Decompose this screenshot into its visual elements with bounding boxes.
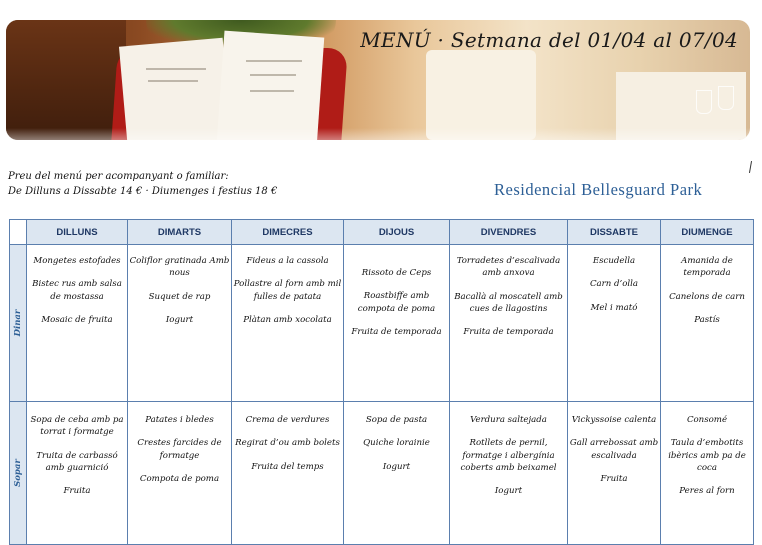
menu-cell — [27, 402, 128, 545]
dish: Escudella — [592, 256, 636, 266]
dish: Pastís — [694, 314, 720, 325]
weekly-menu-table — [9, 219, 754, 545]
menu-cell — [661, 402, 754, 545]
meal-label: Sopar — [13, 459, 23, 487]
header-banner-photo — [6, 20, 750, 140]
banner-card-line — [250, 74, 296, 76]
menu-cell — [661, 245, 754, 402]
banner-menu-card-left — [119, 38, 233, 140]
menu-cell — [450, 402, 568, 545]
banner-card-line — [146, 68, 206, 70]
day-header: DIMARTS — [128, 220, 232, 245]
dish: Fruita — [600, 473, 628, 484]
price-line-1: Preu del menú per acompanyant o familiar: — [8, 171, 229, 182]
day-header: DIUMENGE — [661, 220, 754, 245]
menu-cell — [128, 402, 232, 545]
dish: Peres al forn — [679, 486, 735, 497]
dish: Patates i bledes — [145, 415, 214, 425]
dish: Gall arrebossat amb escalivada — [569, 438, 659, 461]
day-header: DISSABTE — [568, 220, 661, 245]
dish: Truita de carbassó amb guarnició — [36, 450, 118, 473]
price-info — [8, 169, 277, 199]
dish: Sopa de pasta — [365, 415, 428, 425]
dish: Mongetes estofades — [33, 256, 121, 266]
meal-row-dinar — [10, 245, 754, 402]
banner-card-line — [250, 90, 294, 92]
day-header: DIVENDRES — [450, 220, 568, 245]
banner-card-line — [246, 60, 302, 62]
banner-glass — [696, 90, 712, 114]
dish: Consomé — [686, 415, 728, 425]
logo-text: Residencial Bellesguard Park — [494, 180, 703, 199]
day-header-row — [10, 220, 754, 245]
dish: Fruita de temporada — [351, 326, 442, 337]
dish: Coliflor gratinada Amb nous — [129, 256, 230, 279]
menu-cell — [128, 245, 232, 402]
menu-cell — [568, 245, 661, 402]
banner-menu-card-right — [216, 31, 325, 140]
dish: Bacallà al moscatell amb cues de llagostins — [454, 291, 563, 314]
dish: Carn d’olla — [589, 279, 639, 290]
menu-cell — [450, 245, 568, 402]
dish: Torradetes d’escalivada amb anxova — [456, 256, 561, 279]
menu-cell — [344, 402, 450, 545]
dish: Fideus a la cassola — [246, 256, 329, 266]
dish: Quiche lorainie — [363, 438, 430, 449]
meal-label-cell — [10, 245, 27, 402]
dish: Vickyssoise calenta — [571, 415, 657, 425]
residence-logo — [494, 162, 750, 214]
dish: Mosaic de fruita — [41, 314, 113, 325]
dish: Crema de verdures — [245, 415, 330, 425]
day-header: DIMECRES — [232, 220, 344, 245]
menu-cell — [232, 245, 344, 402]
dish: Iogurt — [382, 461, 411, 472]
table-corner — [10, 220, 27, 245]
menu-cell — [568, 402, 661, 545]
dish: Mel i mató — [590, 302, 638, 313]
menu-cell — [344, 245, 450, 402]
banner-glass — [718, 86, 734, 110]
meal-label: Dinar — [13, 309, 23, 337]
dish: Rotllets de pernil, formatge i albergínia coberts amb beixamel — [460, 438, 557, 473]
dish: Pollastre al forn amb mil fulles de patata — [233, 279, 342, 302]
dish: Rissoto de Ceps — [361, 268, 432, 278]
dish: Fruita — [63, 486, 91, 497]
dish: Suquet de rap — [148, 291, 211, 302]
dish: Amanida de temporada — [681, 256, 733, 279]
dish: Canelons de carn — [669, 291, 745, 302]
banner-wall — [6, 20, 126, 140]
dish: Taula d’embotits ibèrics amb pa de coca — [668, 438, 746, 473]
meal-label-cell — [10, 402, 27, 545]
dish: Iogurt — [165, 314, 194, 325]
dish: Bistec rus amb salsa de mostassa — [32, 279, 122, 302]
dish: Regirat d’ou amb bolets — [235, 438, 340, 449]
dish: Roastbiffe amb compota de poma — [357, 291, 436, 314]
page-title: MENÚ · Setmana del 01/04 al 07/04 — [360, 28, 738, 52]
dish: Sopa de ceba amb pa torrat i formatge — [30, 415, 124, 438]
dish: Fruita del temps — [251, 461, 324, 472]
dish: Crestes farcides de formatge — [137, 438, 222, 461]
banner-card-line — [148, 80, 198, 82]
dish: Fruita de temporada — [463, 327, 554, 338]
price-line-2: De Dilluns a Dissabte 14 € · Diumenges i festius 18 € — [8, 186, 278, 197]
day-header: DILLUNS — [27, 220, 128, 245]
dish: Iogurt — [494, 486, 523, 497]
dish: Compota de poma — [139, 473, 220, 484]
day-header: DIJOUS — [344, 220, 450, 245]
dish: Verdura saltejada — [470, 415, 547, 425]
meal-row-sopar — [10, 402, 754, 545]
menu-cell — [27, 245, 128, 402]
banner-dining-table — [426, 50, 536, 140]
dish: Plàtan amb xocolata — [243, 314, 332, 325]
menu-cell — [232, 402, 344, 545]
